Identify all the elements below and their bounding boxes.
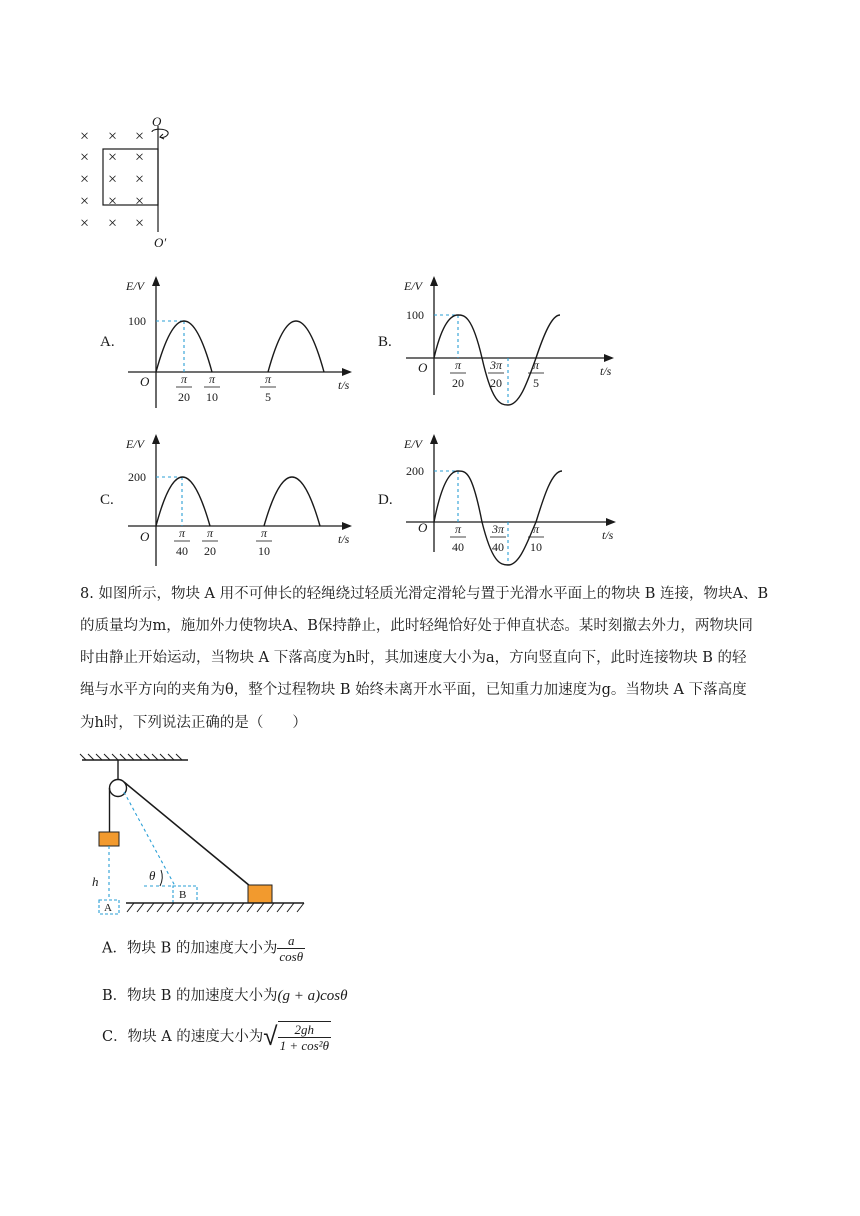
emf-curve [156, 321, 324, 372]
cross-2-2: × [135, 171, 145, 188]
y-axis-arrow-icon [430, 434, 438, 444]
y-axis-label: E/V [404, 279, 422, 293]
hatch-line [237, 903, 244, 912]
peak-label: 200 [406, 464, 424, 478]
peak-label: 100 [128, 314, 146, 328]
choice-A-fraction [277, 933, 305, 964]
block-A [99, 832, 119, 846]
cross-1-0: × [80, 149, 90, 166]
choice-A-num: a [287, 933, 295, 948]
x-axis-arrow-icon [606, 518, 616, 526]
choice-C-num: 2gh [294, 1022, 315, 1037]
tick-denominator: 10 [258, 544, 270, 558]
h-label: h [92, 874, 99, 889]
hatch-line [167, 903, 174, 912]
hatch-line [127, 903, 134, 912]
origin-label: O [140, 374, 150, 389]
question-line-3: 时由静止开始运动，当物块 A 下落高度为h时，其加速度大小为a，方向竖直向下，此时连接物块 B 的轻 [80, 650, 747, 666]
cross-4-2: × [135, 215, 145, 232]
hatch-line [207, 903, 214, 912]
hatch-line [160, 754, 166, 760]
tick-numerator: 3π [491, 522, 505, 536]
peak-label: 200 [128, 470, 146, 484]
option-label: A. [100, 334, 115, 350]
question-line-4: 绳与水平方向的夹角为θ，整个过程物块 B 始终未离开水平面，已知重力加速度为g。当物块 A 下落高度 [80, 682, 747, 698]
tick-numerator: π [208, 372, 216, 386]
hatch-line [147, 903, 154, 912]
hatch-line [247, 903, 254, 912]
tick-denominator: 40 [492, 540, 504, 554]
x-axis-label: t/s [338, 532, 350, 546]
tick-denominator: 40 [452, 540, 464, 554]
hatch-line [152, 754, 158, 760]
emf-curve [156, 477, 320, 526]
block-B-label: B [179, 889, 187, 901]
hatch-line [297, 903, 304, 912]
y-axis-arrow-icon [152, 276, 160, 286]
choice-A-den: cosθ [279, 949, 304, 964]
choice-C-fraction [278, 1021, 331, 1053]
graph-D-svg [376, 428, 646, 568]
y-axis-arrow-icon [152, 434, 160, 444]
sqrt-icon: √ [263, 1022, 278, 1052]
pulley-figure-svg [78, 752, 314, 922]
rope-to-B [124, 782, 250, 886]
option-label: B. [378, 334, 392, 350]
axis-top-label: O [152, 114, 162, 129]
ceiling-hatch [80, 754, 182, 760]
graph-B-svg [376, 270, 646, 410]
choice-B [102, 984, 348, 1005]
cross-4-0: × [80, 215, 90, 232]
x-axis-label: t/s [600, 364, 612, 378]
hatch-line [257, 903, 264, 912]
field-figure-svg [70, 112, 190, 252]
choice-A [102, 933, 305, 964]
hatch-line [88, 754, 94, 760]
question-line-5: 为h时，下列说法正确的是（ ） [80, 715, 307, 731]
option-label: D. [378, 492, 393, 508]
tick-numerator: π [178, 526, 186, 540]
question-line-1: 8. 如图所示，物块 A 用不可伸长的轻绳绕过轻质光滑定滑轮与置于光滑水平面上的物块 B 连接，物块A、B [80, 586, 769, 602]
choice-C [102, 1021, 331, 1053]
hatch-line [187, 903, 194, 912]
graph-C [98, 428, 368, 572]
choice-C-text: C．物块 A 的速度大小为 [102, 1029, 264, 1045]
origin-label: O [140, 529, 150, 544]
tick-denominator: 20 [178, 390, 190, 404]
pulley-wheel [110, 780, 127, 797]
tick-numerator: π [206, 526, 214, 540]
graph-C-svg [98, 428, 368, 568]
x-axis-label: t/s [338, 378, 350, 392]
hatch-line [137, 903, 144, 912]
cross-1-1: × [108, 149, 118, 166]
tick-numerator: π [454, 522, 462, 536]
hatch-line [80, 754, 86, 760]
hatch-line [128, 754, 134, 760]
tick-denominator: 5 [265, 390, 271, 404]
choice-B-text: B．物块 B 的加速度大小为 [102, 988, 278, 1004]
hatch-line [157, 903, 164, 912]
option-label: C. [100, 492, 114, 508]
tick-numerator: π [532, 522, 540, 536]
origin-label: O [418, 520, 428, 535]
hatch-line [217, 903, 224, 912]
tick-denominator: 20 [490, 376, 502, 390]
choice-B-expr: (g + a)cosθ [277, 988, 348, 1004]
cross-0-0: × [80, 128, 90, 145]
tick-numerator: π [532, 358, 540, 372]
hatch-line [177, 903, 184, 912]
tick-denominator: 20 [452, 376, 464, 390]
tick-denominator: 40 [176, 544, 188, 558]
rotation-arrowhead-icon [160, 134, 164, 139]
hatch-line [277, 903, 284, 912]
tick-numerator: π [180, 372, 188, 386]
x-axis-label: t/s [602, 528, 614, 542]
field-figure [70, 112, 190, 252]
theta-label: θ [149, 868, 156, 883]
y-axis-label: E/V [126, 437, 144, 451]
cross-0-1: × [108, 128, 118, 145]
axis-bottom-label: O′ [154, 235, 167, 250]
tick-numerator: π [264, 372, 272, 386]
cross-2-1: × [108, 171, 118, 188]
tick-numerator: π [454, 358, 462, 372]
question-line-2: 的质量均为m，施加外力使物块A、B保持静止，此时轻绳恰好处于伸直状态。某时刻撤去外力，两物块同 [80, 618, 753, 634]
peak-label: 100 [406, 308, 424, 322]
hatch-line [144, 754, 150, 760]
cross-4-1: × [108, 215, 118, 232]
choice-C-den: 1 + cos²θ [279, 1038, 329, 1053]
y-axis-arrow-icon [430, 276, 438, 286]
hatch-line [120, 754, 126, 760]
x-axis-arrow-icon [342, 368, 352, 376]
hatch-line [267, 903, 274, 912]
cross-1-2: × [135, 149, 145, 166]
cross-3-0: × [80, 193, 90, 210]
graph-A [98, 270, 368, 414]
tick-denominator: 5 [533, 376, 539, 390]
cross-3-1: × [108, 193, 118, 210]
y-axis-label: E/V [404, 437, 422, 451]
hatch-line [197, 903, 204, 912]
tick-numerator: π [260, 526, 268, 540]
tick-denominator: 10 [530, 540, 542, 554]
hatch-line [168, 754, 174, 760]
origin-label: O [418, 360, 428, 375]
block-B [248, 885, 272, 903]
block-A-label: A [104, 902, 112, 914]
field-crosses [80, 128, 144, 232]
x-axis-arrow-icon [604, 354, 614, 362]
tick-denominator: 10 [206, 390, 218, 404]
hatch-line [104, 754, 110, 760]
y-axis-label: E/V [126, 279, 144, 293]
theta-arc [160, 870, 162, 886]
cross-2-0: × [80, 171, 90, 188]
graph-D [376, 428, 646, 572]
cross-3-2: × [135, 193, 145, 210]
tick-denominator: 20 [204, 544, 216, 558]
graph-B [376, 270, 646, 414]
hatch-line [96, 754, 102, 760]
hatch-line [287, 903, 294, 912]
hatch-line [112, 754, 118, 760]
hatch-line [227, 903, 234, 912]
choice-A-text: A．物块 B 的加速度大小为 [102, 940, 278, 957]
x-axis-arrow-icon [342, 522, 352, 530]
hatch-line [136, 754, 142, 760]
tick-numerator: 3π [489, 358, 503, 372]
hatch-line [176, 754, 182, 760]
ground-hatch [127, 903, 304, 912]
cross-0-2: × [135, 128, 145, 145]
graph-A-svg [98, 270, 368, 410]
pulley-figure [78, 752, 314, 922]
